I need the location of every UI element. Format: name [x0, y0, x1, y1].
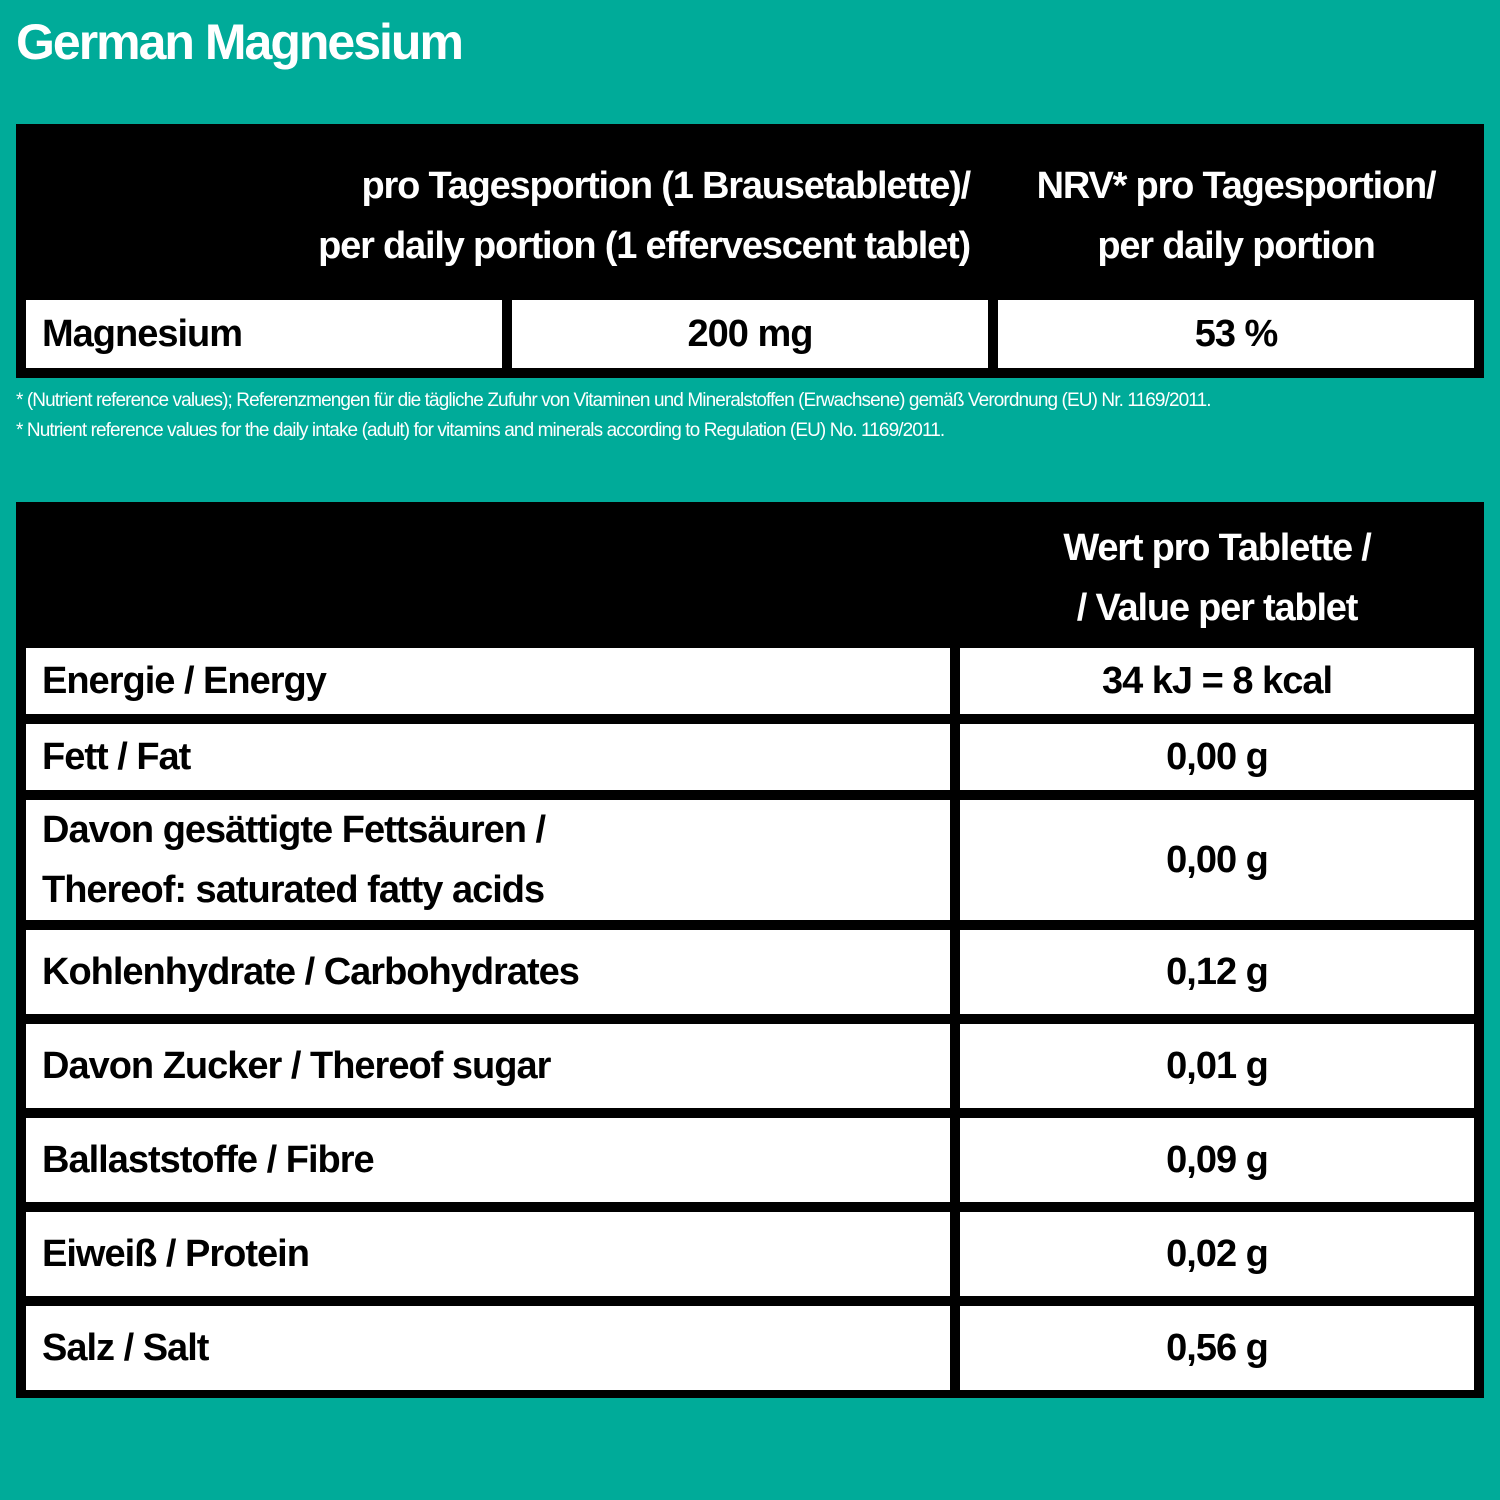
row-label: Eiweiß / Protein: [42, 1232, 309, 1275]
nutrient-label-fat: [26, 724, 950, 790]
header-daily-portion-line2: per daily portion (1 effervescent tablet): [318, 225, 970, 267]
row-value: 0,02 g: [1166, 1232, 1268, 1275]
nutrient-label-saturated-fat: [26, 800, 950, 920]
page-title: German Magnesium: [16, 14, 462, 70]
footnote-german: * (Nutrient reference values); Referenzmengen für die tägliche Zufuhr von Vitaminen und Mineralstoffen (Erwachsene) gemäß Verordnung (EU) Nr. 1169/2011.: [16, 390, 1211, 411]
row-name-magnesium: [26, 300, 502, 368]
nutrient-label-fibre: [26, 1118, 950, 1202]
header-value-per-tablet-line2: / Value per tablet: [1076, 587, 1358, 629]
header-value-per-tablet-line1: Wert pro Tablette /: [1063, 527, 1371, 569]
row-value: 34 kJ = 8 kcal: [1101, 659, 1333, 702]
row-label: Salz / Salt: [42, 1326, 209, 1369]
row-value: 0,56 g: [1166, 1326, 1268, 1369]
row-label: Davon Zucker / Thereof sugar: [42, 1044, 551, 1087]
header-nrv-line1: NRV* pro Tagesportion/: [1036, 165, 1436, 207]
nutrient-label-carbohydrates: [26, 930, 950, 1014]
row-value: 0,01 g: [1166, 1044, 1268, 1087]
row-amount-magnesium: [512, 300, 988, 368]
nutrient-value-fat: [960, 724, 1474, 790]
nutrient-value-saturated-fat: [960, 800, 1474, 920]
header-nrv-line2: per daily portion: [1097, 225, 1375, 267]
nutrient-label-energy: [26, 648, 950, 714]
row-value: 53 %: [1194, 312, 1278, 355]
magnesium-table: [16, 124, 1484, 378]
nutrient-label-sugar: [26, 1024, 950, 1108]
nutrient-value-sugar: [960, 1024, 1474, 1108]
row-value: 0,09 g: [1166, 1138, 1268, 1181]
row-nrv-magnesium: [998, 300, 1474, 368]
row-label: Kohlenhydrate / Carbohydrates: [42, 950, 579, 993]
nutrient-value-energy: [960, 648, 1474, 714]
header-daily-portion-line1: pro Tagesportion (1 Brausetablette)/: [361, 165, 970, 207]
nutrition-table: [16, 502, 1484, 1398]
row-label: Fett / Fat: [42, 735, 191, 778]
row-label: Energie / Energy: [42, 659, 326, 702]
row-value: 0,12 g: [1166, 950, 1268, 993]
row-label: Ballaststoffe / Fibre: [42, 1138, 374, 1181]
row-value: 200 mg: [687, 312, 813, 355]
nutrient-label-protein: [26, 1212, 950, 1296]
row-value: 0,00 g: [1166, 735, 1268, 778]
row-label-line1: Davon gesättigte Fettsäuren /: [42, 809, 546, 851]
row-label: Magnesium: [42, 312, 243, 355]
row-label-line2: Thereof: saturated fatty acids: [42, 869, 545, 911]
footnote-english: * Nutrient reference values for the daily intake (adult) for vitamins and minerals according to Regulation (EU) No. 1169/2011.: [16, 420, 945, 441]
nutrient-value-salt: [960, 1306, 1474, 1390]
nutrient-value-carbohydrates: [960, 930, 1474, 1014]
row-value: 0,00 g: [1166, 838, 1268, 881]
nutrient-value-protein: [960, 1212, 1474, 1296]
nutrient-value-fibre: [960, 1118, 1474, 1202]
nutrient-label-salt: [26, 1306, 950, 1390]
